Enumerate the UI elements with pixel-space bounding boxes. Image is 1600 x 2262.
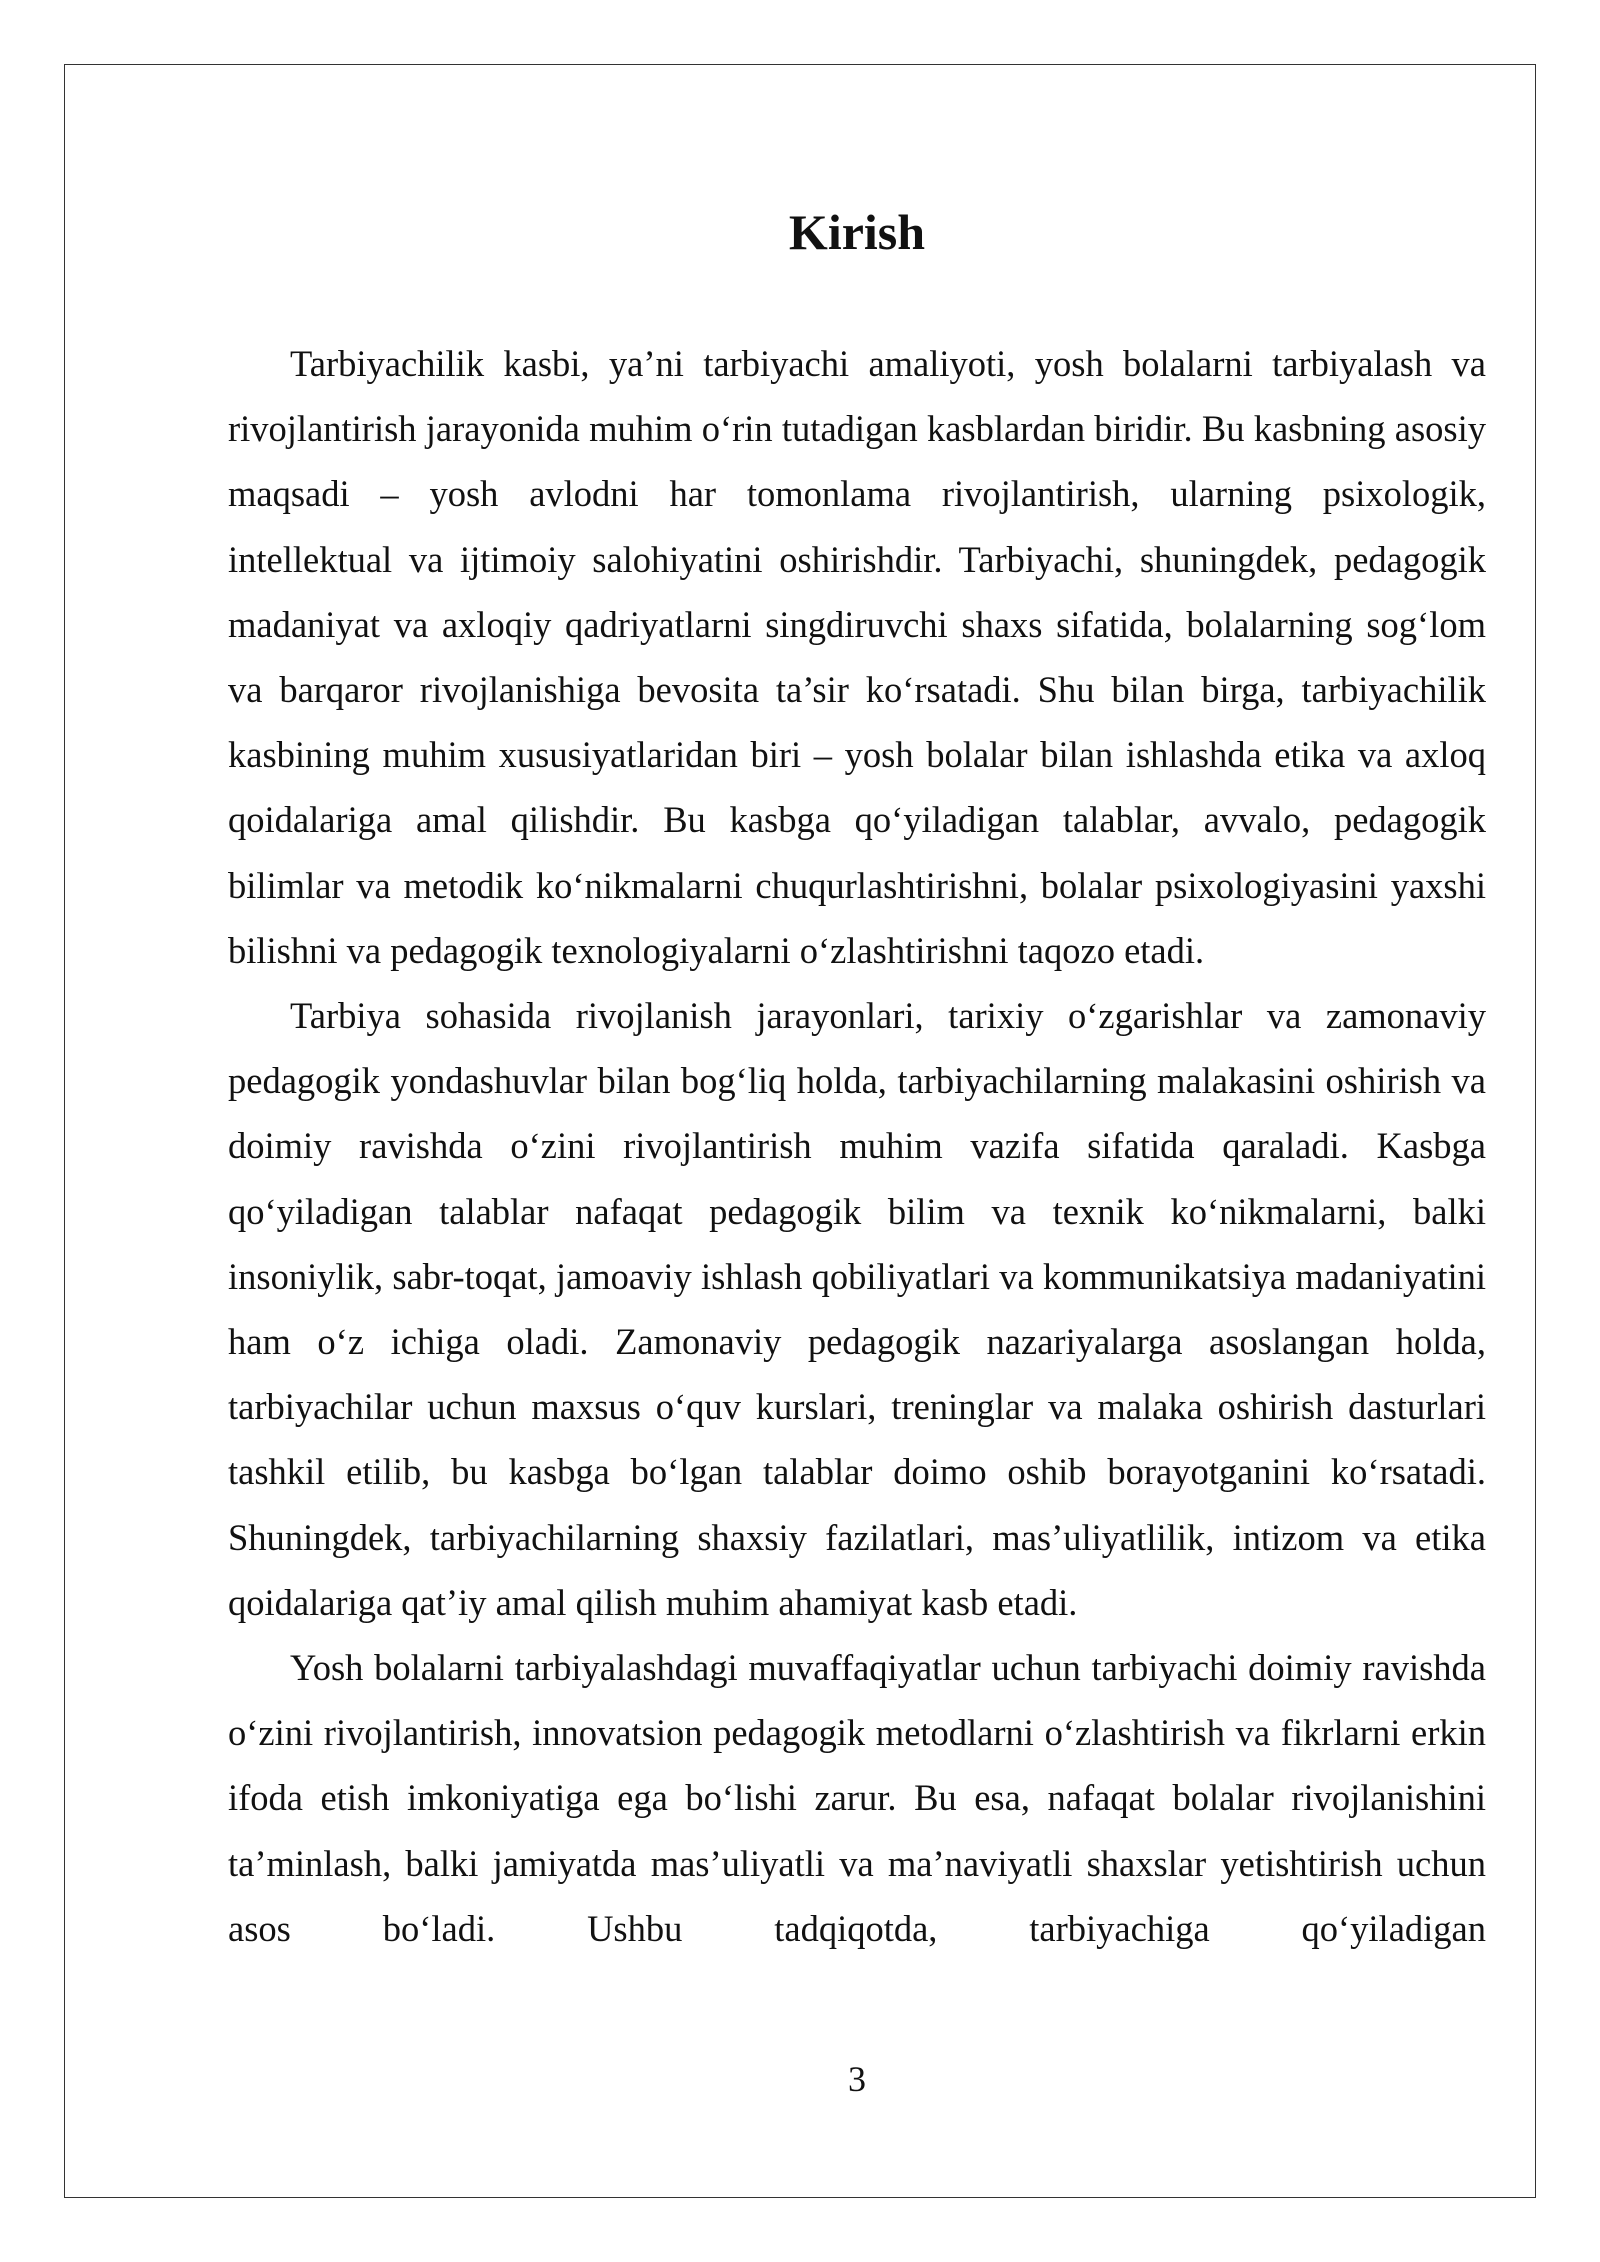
paragraph-1: Tarbiyachilik kasbi, ya’ni tarbiyachi amaliyoti, yosh bolalarni tarbiyalash va rivojlantirish jarayonida muhim o‘rin tutadigan kasblardan biridir. Bu kasbning asosiy maqsadi – yosh avlodni har tomonlama rivojlantirish, ularning psixologik, intellektual va ijtimoiy salohiyatini oshirishdir. Tarbiyachi, shuningdek, pedagogik madaniyat va axloqiy qadriyatlarni singdiruvchi shaxs sifatida, bolalarning sog‘lom va barqaror rivojlanishiga bevosita ta’sir ko‘rsatadi. Shu bilan birga, tarbiyachilik kasbining muhim xususiyatlaridan biri – yosh bolalar bilan ishlashda etika va axloq qoidalariga amal qilishdir. Bu kasbga qo‘yiladigan talablar, avvalo, pedagogik bilimlar va metodik ko‘nikmalarni chuqurlashtirishni, bolalar psixologiyasini yaxshi bilishni va pedagogik texnologiyalarni o‘zlashtirishni taqozo etadi. <box>228 343 1486 971</box>
paragraph-3: Yosh bolalarni tarbiyalashdagi muvaffaqiyatlar uchun tarbiyachi doimiy ravishda o‘zini rivojlantirish, innovatsion pedagogik metodlarni o‘zlashtirish va fikrlarni erkin ifoda etish imkoniyatiga ega bo‘lishi zarur. Bu esa, nafaqat bolalar rivojlanishini ta’minlash, balki jamiyatda mas’uliyatli va ma’naviyatli shaxslar yetishtirish uchun asos bo‘ladi. Ushbu tadqiqotda, tarbiyachiga qo‘yiladigan <box>228 1647 1486 1949</box>
page-heading: Kirish <box>788 204 926 260</box>
page-number: 3 <box>848 2059 866 2099</box>
body-text <box>228 331 1486 1961</box>
paragraph-2: Tarbiya sohasida rivojlanish jarayonlari, tarixiy o‘zgarishlar va zamonaviy pedagogik yondashuvlar bilan bog‘liq holda, tarbiyachilarning malakasini oshirish va doimiy ravishda o‘zini rivojlantirish muhim vazifa sifatida qaraladi. Kasbga qo‘yiladigan talablar nafaqat pedagogik bilim va texnik ko‘nikmalarni, balki insoniylik, sabr-toqat, jamoaviy ishlash qobiliyatlari va kommunikatsiya madaniyatini ham o‘z ichiga oladi. Zamonaviy pedagogik nazariyalarga asoslangan holda, tarbiyachilar uchun maxsus o‘quv kurslari, treninglar va malaka oshirish dasturlari tashkil etilib, bu kasbga bo‘lgan talablar doimo oshib borayotganini ko‘rsatadi. Shuningdek, tarbiyachilarning shaxsiy fazilatlari, mas’uliyatlilik, intizom va etika qoidalariga qat’iy amal qilish muhim ahamiyat kasb etadi. <box>228 995 1486 1623</box>
